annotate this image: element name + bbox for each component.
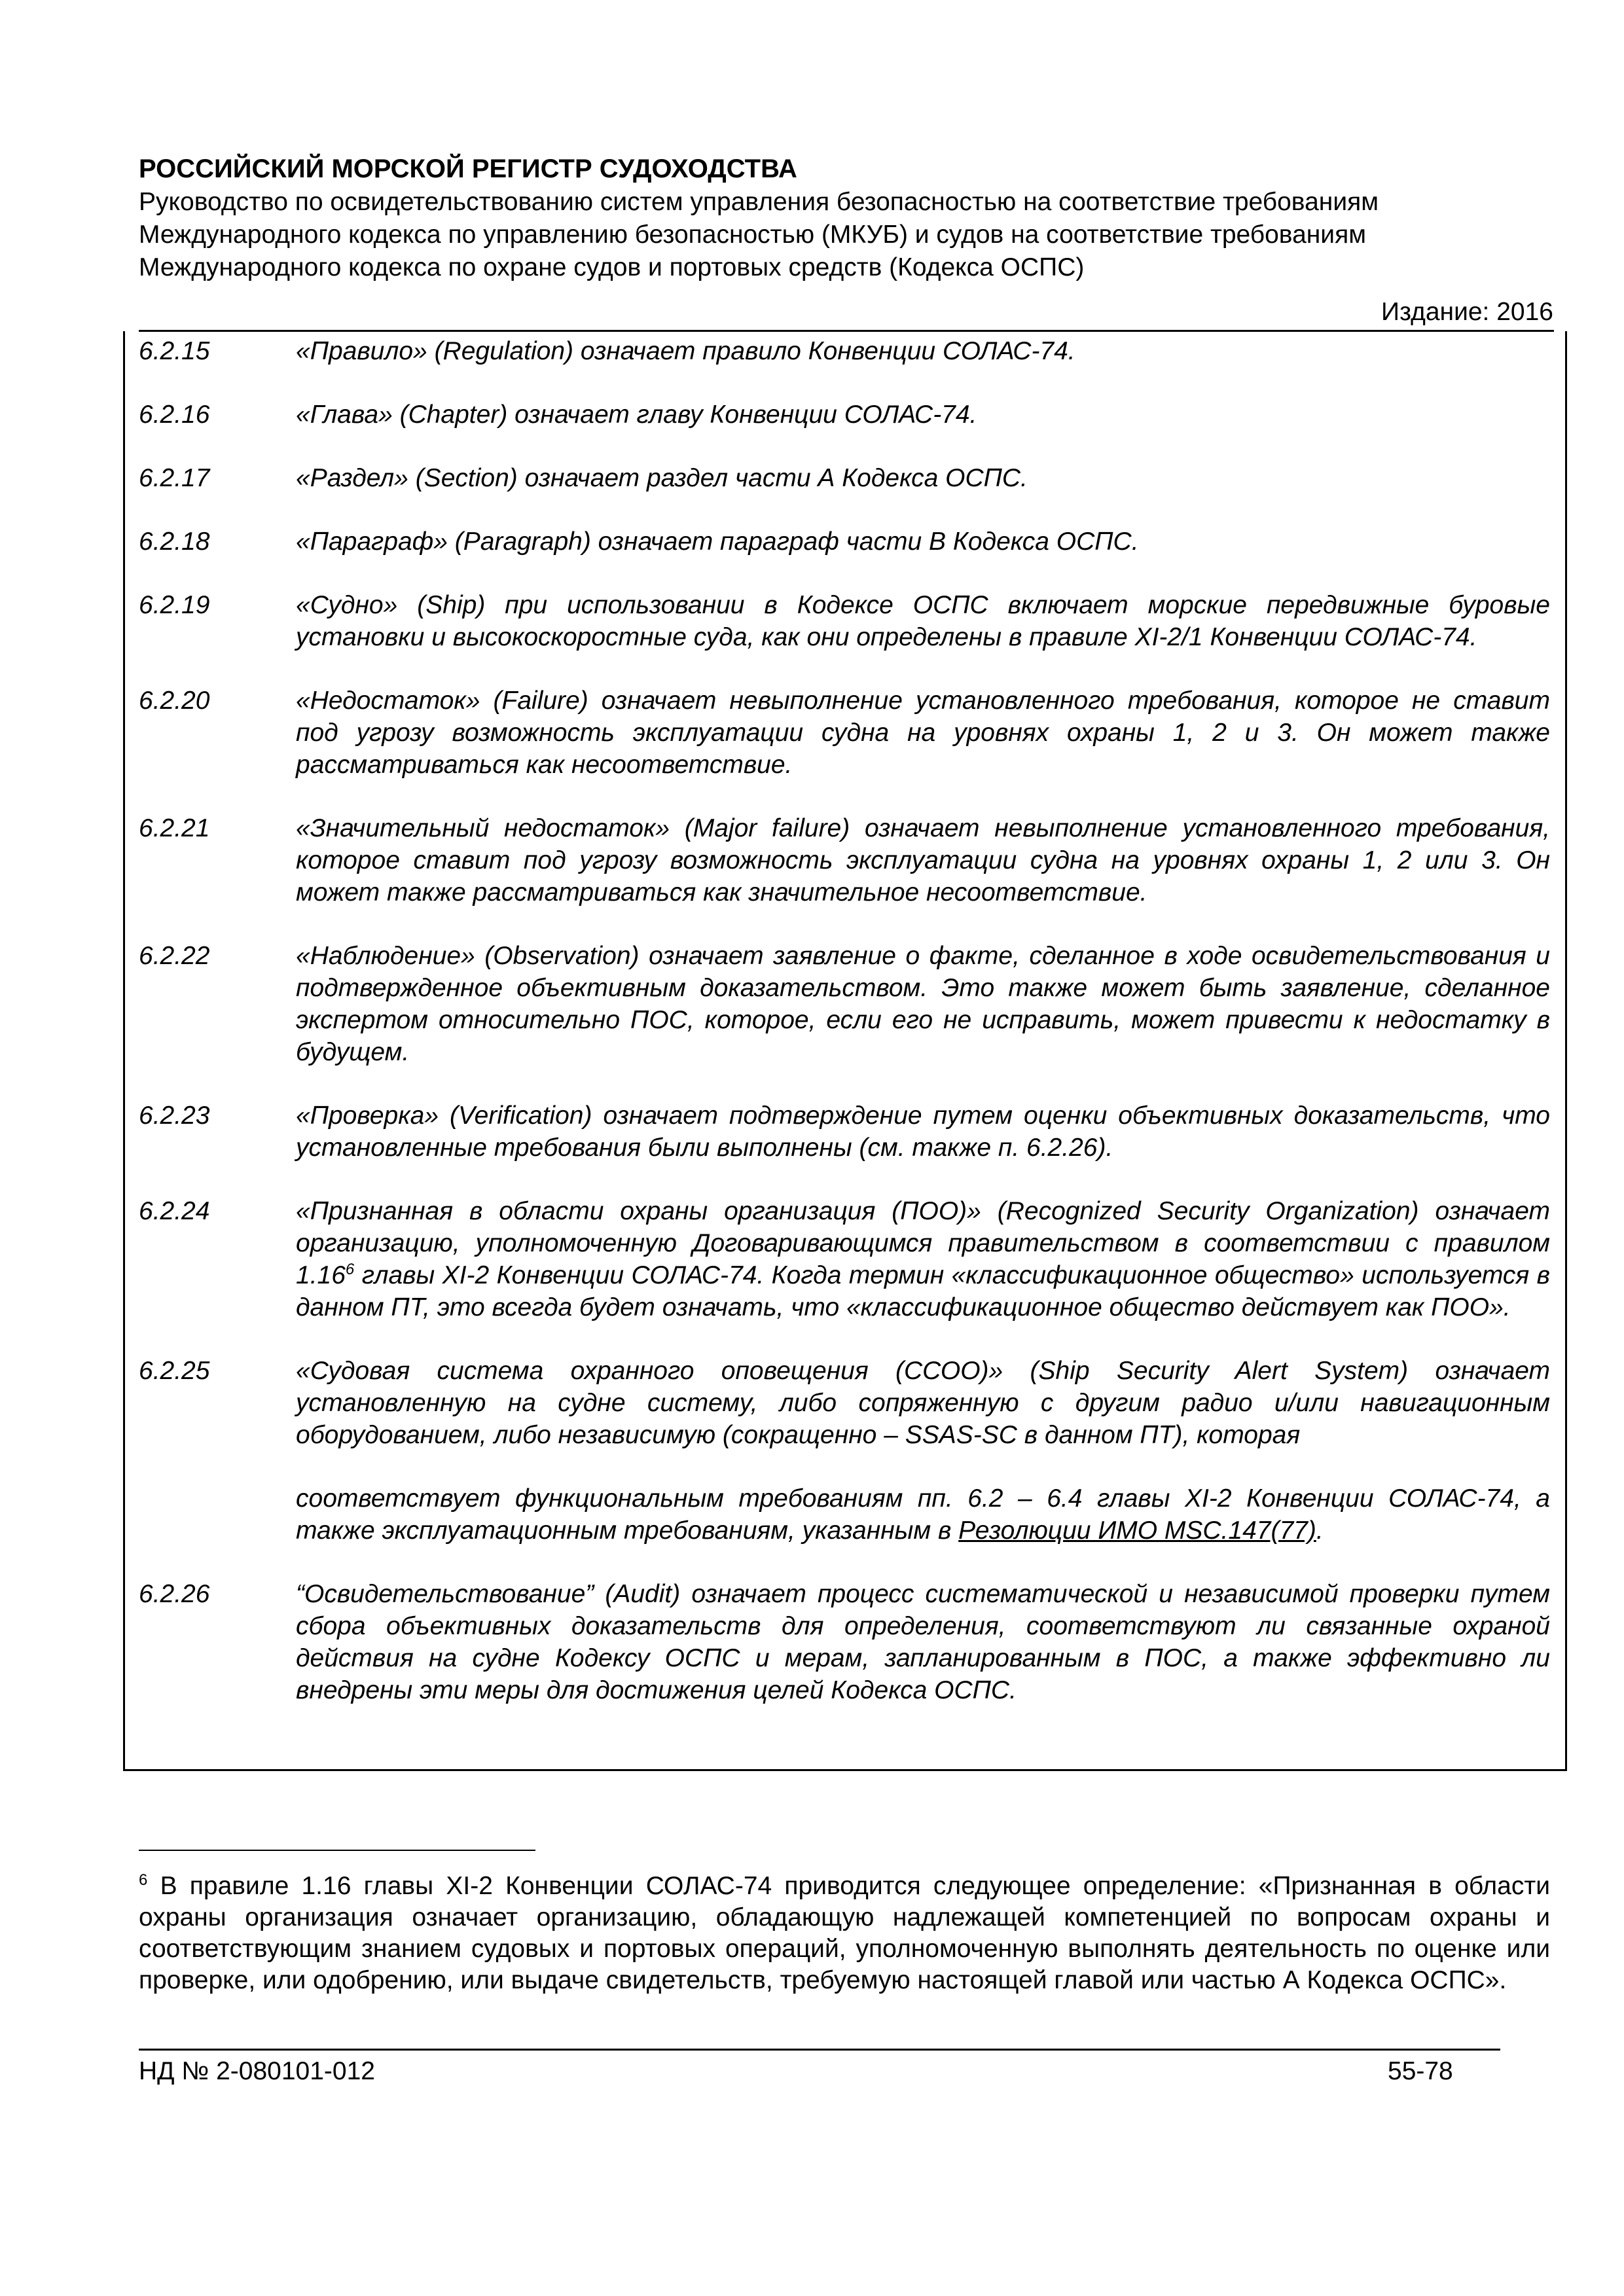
definition-6-2-18 <box>139 526 1550 558</box>
definition-6-2-15 <box>139 335 1550 367</box>
clause-number: 6.2.15 <box>139 337 210 365</box>
clause-text: «Судно» (Ship) при использовании в Кодексе ОСПС включает морские передвижные буровые установки и высокоскоростные суда, как они определены в правиле XI-2/1 Конвенции СОЛАС-74. <box>296 591 1550 651</box>
footnote-text: В правиле 1.16 главы XI-2 Конвенции СОЛАС-74 приводится следующее определение: «Признанная в области охраны организация означает организацию, обладающую надлежащей компетенцией по вопросам охраны и соответствующим знанием судовых и портовых операций, уполномоченную выполнять деятельность по оценке или проверке, или одобрению, или выдаче свидетельств, требуемую настоящей главой или частью А Кодекса ОСПС». <box>139 1872 1550 1994</box>
clause-number: 6.2.16 <box>139 401 210 429</box>
clause-number: 6.2.26 <box>139 1580 210 1608</box>
page-number: 55-78 <box>1388 2057 1453 2085</box>
document-number: НД № 2-080101-012 <box>139 2057 375 2085</box>
document-title-line-2: Международного кодекса по управлению безопасностью (МКУБ) и судов на соответствие требованиям <box>139 221 1367 249</box>
document-header <box>139 152 1553 284</box>
clause-number: 6.2.25 <box>139 1357 210 1385</box>
definition-6-2-26 <box>139 1578 1550 1706</box>
clause-text: «Наблюдение» (Observation) означает заявление о факте, сделанное в ходе освидетельствования и подтвержденное объективным доказательством. Это также может быть заявление, сделанное экспертом относительно ПОС, которое, если его не исправить, может привести к недостатку в будущем. <box>296 942 1550 1066</box>
clause-text: «Раздел» (Section) означает раздел части А Кодекса ОСПС. <box>296 464 1028 492</box>
clause-text-part: главы XI-2 Конвенции СОЛАС-74. Когда термин «классификационное общество» используется в данном ПТ, это всегда будет означать, что «классификационное общество действует как ПОО». <box>296 1261 1550 1321</box>
clause-text: “Освидетельствование” (Audit) означает процесс систематической и независимой проверки путем сбора объективных доказательств для определения, соответствуют ли связанные охраной действия на судне Кодексу ОСПС и мерам, запланированным в ПОС, а также эффективно ли внедрены эти меры для достижения целей Кодекса ОСПС. <box>296 1580 1550 1704</box>
footer-divider <box>139 2049 1500 2051</box>
definition-6-2-16 <box>139 399 1550 431</box>
clause-number: 6.2.20 <box>139 687 210 715</box>
clause-text <box>296 1195 1550 1323</box>
document-title-line-3: Международного кодекса по охране судов и портовых средств (Кодекса ОСПС) <box>139 253 1085 281</box>
clause-number: 6.2.17 <box>139 464 210 492</box>
definition-6-2-17 <box>139 462 1550 494</box>
footnote <box>139 1871 1550 1996</box>
clause-paragraph: «Судовая система охранного оповещения (ССОО)» (Ship Security Alert System) означает установленную на судне систему, либо сопряженную с другим радио и/или навигационным оборудованием, либо независимую (сокращенно – SSAS-SC в данном ПТ), которая <box>296 1357 1550 1449</box>
definition-6-2-24 <box>139 1195 1550 1323</box>
clause-number: 6.2.21 <box>139 814 210 842</box>
clause-text: «Параграф» (Paragraph) означает параграф части В Кодекса ОСПС. <box>296 528 1139 556</box>
resolution-link[interactable]: Резолюции ИМО MSC.147(77) <box>958 1516 1316 1545</box>
definition-6-2-23 <box>139 1100 1550 1164</box>
clause-paragraph <box>296 1482 1550 1547</box>
clause-text-part: «Признанная в области охраны организация (ПОО)» (Recognized Security Organization) означает организацию, уполномоченную Договаривающимся правительством в соответствии с правилом 1.16 <box>296 1197 1550 1289</box>
clause-text: «Значительный недостаток» (Major failure) означает невыполнение установленного требования, которое ставит под угрозу возможность эксплуатации судна на уровнях охраны 1, 2 или 3. Он может также рассматриваться как значительное несоответствие. <box>296 814 1550 906</box>
organization-name: РОССИЙСКИЙ МОРСКОЙ РЕГИСТР СУДОХОДСТВА <box>139 154 797 183</box>
clause-text-part: . <box>1316 1516 1324 1545</box>
document-title-line-1: Руководство по освидетельствованию систем управления безопасностью на соответствие требованиям <box>139 188 1379 216</box>
footnote-reference[interactable]: 6 <box>345 1261 355 1278</box>
clause-text-part: соответствует функциональным требованиям пп. 6.2 – 6.4 главы XI-2 Конвенции СОЛАС-74, а также эксплуатационным требованиям, указанным в <box>296 1484 1550 1545</box>
definition-6-2-20 <box>139 685 1550 781</box>
clause-number: 6.2.18 <box>139 528 210 556</box>
clause-number: 6.2.22 <box>139 942 210 970</box>
clause-number: 6.2.19 <box>139 591 210 619</box>
definition-6-2-22 <box>139 940 1550 1068</box>
clause-text: «Проверка» (Verification) означает подтверждение путем оценки объективных доказательств, что установленные требования были выполнены (см. также п. 6.2.26). <box>296 1102 1550 1162</box>
definition-6-2-21 <box>139 812 1550 908</box>
clause-text: «Правило» (Regulation) означает правило Конвенции СОЛАС-74. <box>296 337 1075 365</box>
clause-number: 6.2.24 <box>139 1197 210 1225</box>
edition-label: Издание: 2016 <box>1381 298 1553 326</box>
footnote-marker: 6 <box>139 1871 148 1889</box>
definitions-list <box>139 335 1550 1738</box>
definition-6-2-19 <box>139 589 1550 653</box>
clause-text: «Глава» (Chapter) означает главу Конвенции СОЛАС-74. <box>296 401 977 429</box>
clause-number: 6.2.23 <box>139 1102 210 1130</box>
clause-text <box>296 1355 1550 1547</box>
footnote-separator <box>139 1850 535 1851</box>
definition-6-2-25 <box>139 1355 1550 1547</box>
clause-text: «Недостаток» (Failure) означает невыполнение установленного требования, которое не ставит под угрозу возможность эксплуатации судна на уровнях охраны 1, 2 и 3. Он может также рассматриваться как несоответствие. <box>296 687 1550 779</box>
